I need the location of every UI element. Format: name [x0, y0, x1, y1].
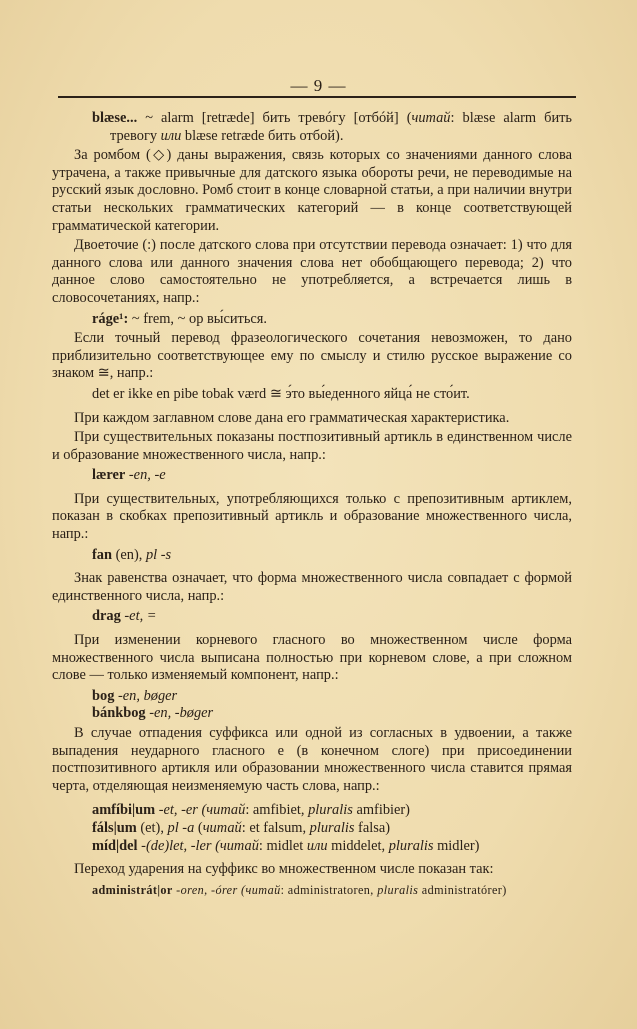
example-italic: -(de)let, -ler (	[137, 837, 220, 854]
example-text: falsa)	[354, 819, 391, 836]
paragraph-gram: При каждом заглавном слове дана его грамматическая характеристика.	[74, 409, 510, 426]
example-italic: pluralis	[388, 837, 434, 854]
example-text: ~ frem, ~ op вы́ситься.	[128, 310, 268, 327]
header-rule	[58, 96, 576, 98]
page-number: — 9 —	[290, 76, 347, 95]
example-italic: pluralis	[308, 802, 353, 819]
example-italic: -en, bøger	[114, 687, 178, 704]
paragraph-suffix: В случае отпадения суффикса или одной из согласных в удвоении, а также выпадения неударного гласного e (в конечном слоге) при присоединении постпозитивного артикля или образовании множественного числа ставится прямая черта, отделяющая неизменяемую часть слова, напр.:	[52, 725, 572, 794]
example-italic: -en, -e	[125, 467, 166, 484]
example-text: (	[194, 819, 203, 836]
example-text: blæse alarm бить тревогу	[110, 110, 572, 144]
example-text: midler)	[433, 837, 480, 854]
example-blaese	[52, 110, 572, 145]
headword-fan: fan	[92, 546, 112, 563]
headword-administrator: administrát|or	[92, 882, 173, 897]
headword-middel: míd|del	[92, 837, 138, 854]
example-text: ~ alarm [retræde] бить тревóгу [отбóй] (	[137, 110, 412, 126]
paragraph-equal: Знак равенства означает, что форма множественного числа совпадает с формой единственного числа, напр.:	[52, 570, 572, 604]
headword-blaese: blæse...	[92, 110, 138, 126]
example-italic: pl -a	[167, 819, 195, 836]
example-text: blæse retræde бить отбой).	[181, 127, 344, 144]
paragraph-prepos: При существительных, употребляющихся только с препозитивным артиклем, показан в скобках препозитивный артикль и образование множественного числа, напр.:	[52, 490, 572, 543]
example-text: amfibier)	[352, 802, 410, 819]
example-drag	[52, 608, 572, 626]
example-italic: pluralis	[377, 882, 419, 897]
example-middel	[52, 838, 572, 856]
example-italic: или	[306, 837, 328, 854]
example-italic: читай	[411, 110, 451, 126]
example-fan	[52, 547, 572, 565]
example-italic: -et, =	[120, 608, 157, 625]
example-bog	[52, 688, 572, 706]
example-italic: pl -s	[145, 546, 172, 563]
example-italic: или	[160, 127, 182, 144]
headword-drag: drag	[92, 608, 121, 625]
headword-amfibium: amfíbi|um	[92, 802, 156, 819]
example-italic: читай	[206, 802, 246, 819]
example-laerer	[52, 467, 572, 485]
example-text: (en),	[112, 546, 146, 563]
example-italic: читай	[245, 882, 281, 897]
example-italic: -et, -er (	[155, 802, 207, 819]
example-det: det er ikke en pibe tobak værd ≅ э́то вы́еденного яйца́ не сто́ит.	[92, 385, 470, 402]
headword-bog: bog	[92, 687, 115, 704]
paragraph-stress: Переход ударения на суффикс во множественном числе показан так:	[74, 861, 494, 878]
example-text: middelet,	[327, 837, 389, 854]
example-italic: pluralis	[309, 819, 355, 836]
paragraph-romb: За ромбом (◇) даны выражения, связь которых со значениями данного слова утрачена, а также привычные для датского языка обороты речи, не переводимые на русский язык дословно. Ромб стоит в конце словарной статьи, а при наличии внутри статьи нескольких грамматических категорий — в конце соответствующей грамматической категории.	[52, 147, 572, 234]
headword-bankbog: bánkbog	[92, 705, 146, 722]
example-text: (et),	[136, 819, 168, 836]
paragraph-colon: Двоеточие (:) после датского слова при отсутствии перевода означает: 1) что для данного слова или данного значения слова нет обобщающего перевода; 2) что данное слово самостоятельно не употребляется, а встречается лишь в словосочетаниях, напр.:	[52, 237, 572, 306]
headword-falsum: fáls|um	[92, 819, 137, 836]
example-administrator	[52, 882, 572, 900]
headword-rage: ráge¹:	[92, 310, 129, 327]
paragraph-approx: Если точный перевод фразеологического сочетания невозможен, то дано приблизительно соответствующее ему по смыслу и стилю русское выражение со знаком ≅, напр.:	[52, 330, 572, 382]
example-text: administratórer)	[418, 882, 507, 897]
example-text: : et falsum,	[241, 819, 310, 836]
example-falsum	[52, 820, 572, 838]
example-text: : midlet	[258, 837, 307, 854]
example-text: :	[450, 110, 455, 126]
example-italic: читай	[219, 837, 259, 854]
paragraph-subst: При существительных показаны постпозитивный артикль в единственном числе и образование множественного числа, напр.:	[52, 429, 572, 463]
example-italic: читай	[202, 819, 242, 836]
example-text: : amfibiet,	[245, 802, 309, 819]
example-bankbog	[52, 705, 572, 723]
example-italic: -oren, -órer (	[172, 882, 246, 897]
paragraph-vowel: При изменении корневого гласного во множественном числе форма множественного числа выписана полностью при корневом слове, а при сложном слове — только изменяемый компонент, напр.:	[52, 632, 572, 684]
headword-laerer: lærer	[92, 467, 126, 484]
example-amfibium	[52, 802, 572, 820]
example-text: : administratoren,	[280, 882, 378, 897]
page-body	[52, 110, 572, 899]
example-rage	[52, 311, 572, 329]
example-italic: -en, -bøger	[145, 705, 214, 722]
